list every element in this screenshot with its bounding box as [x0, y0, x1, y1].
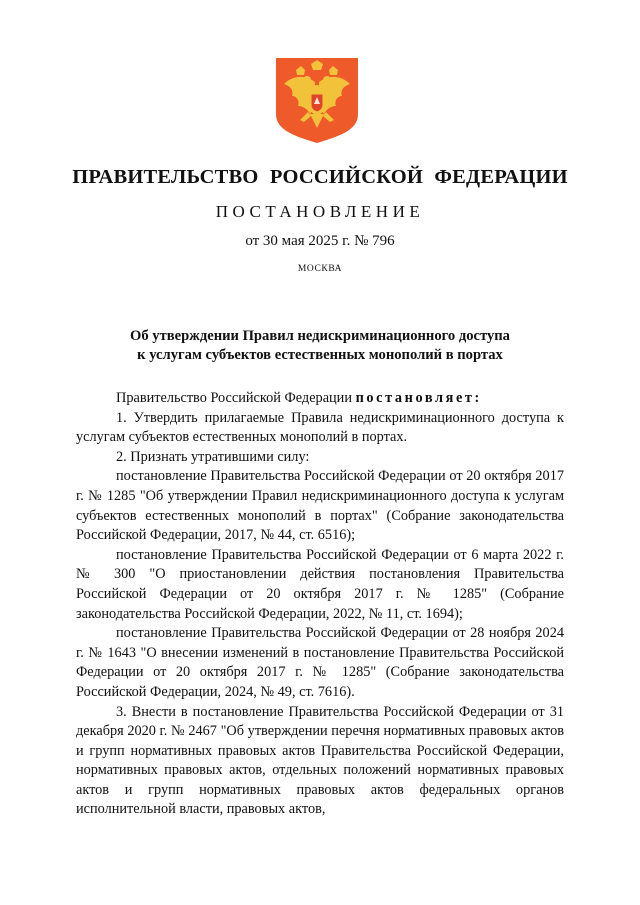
russian-coat-of-arms-icon — [274, 56, 360, 144]
government-title: ПРАВИТЕЛЬСТВО РОССИЙСКОЙ ФЕДЕРАЦИИ — [72, 166, 568, 188]
paragraph-3: 3. Внести в постановление Правительства Российской Федерации от 31 декабря 2020 г. № 2467 "Об утверждении перечня нормативных правовых актов и групп нормативных правовых актов Правительства Российской Федерации, нормативных правовых актов, отдельных положений нормативных правовых актов и групп нормативных правовых актов федеральных органов исполнительной власти, правовых актов, — [76, 703, 564, 818]
repealed-item-3: постановление Правительства Российской Федерации от 28 ноября 2024 г. № 1643 "О внесении изменений в постановление Правительства Российской Федерации от 20 октября 2017 г. № 1285" (Собрание законодательства Российской Федерации, 2024, № 49, ст. 7616). — [76, 625, 564, 700]
preamble-text: Правительство Российской Федерации — [116, 390, 352, 406]
subject-line-2: к услугам субъектов естественных монополий в портах — [137, 347, 503, 363]
document-city: МОСКВА — [297, 264, 343, 274]
preamble — [76, 389, 564, 409]
subject-line-1: Об утверждении Правил недискриминационного доступа — [130, 328, 510, 344]
document-date-number: от 30 мая 2025 г. № 796 — [245, 233, 395, 249]
paragraph-1: 1. Утвердить прилагаемые Правила недискриминационного доступа к услугам субъектов естественных монополий в портах. — [76, 409, 564, 446]
document-type: ПОСТАНОВЛЕНИЕ — [215, 202, 425, 221]
preamble-decree-word: постановляет: — [355, 390, 482, 406]
repealed-item-2: постановление Правительства Российской Федерации от 6 марта 2022 г. № 300 "О приостановлении действия постановления Правительства Российской Федерации от 20 октября 2017 г. № 1285" (Собрание законодательства Российской Федерации, 2022, № 11, ст. 1694); — [76, 546, 564, 622]
paragraph-2: 2. Признать утратившими силу: — [116, 448, 310, 465]
repealed-item-1: постановление Правительства Российской Федерации от 20 октября 2017 г. № 1285 "Об утверждении Правил недискриминационного доступа к услугам субъектов естественных монополий в портах" (Собрание законодательства Российской Федерации, 2017, № 44, ст. 6516); — [76, 468, 564, 544]
document-subject — [80, 327, 560, 365]
document-body — [76, 389, 564, 820]
